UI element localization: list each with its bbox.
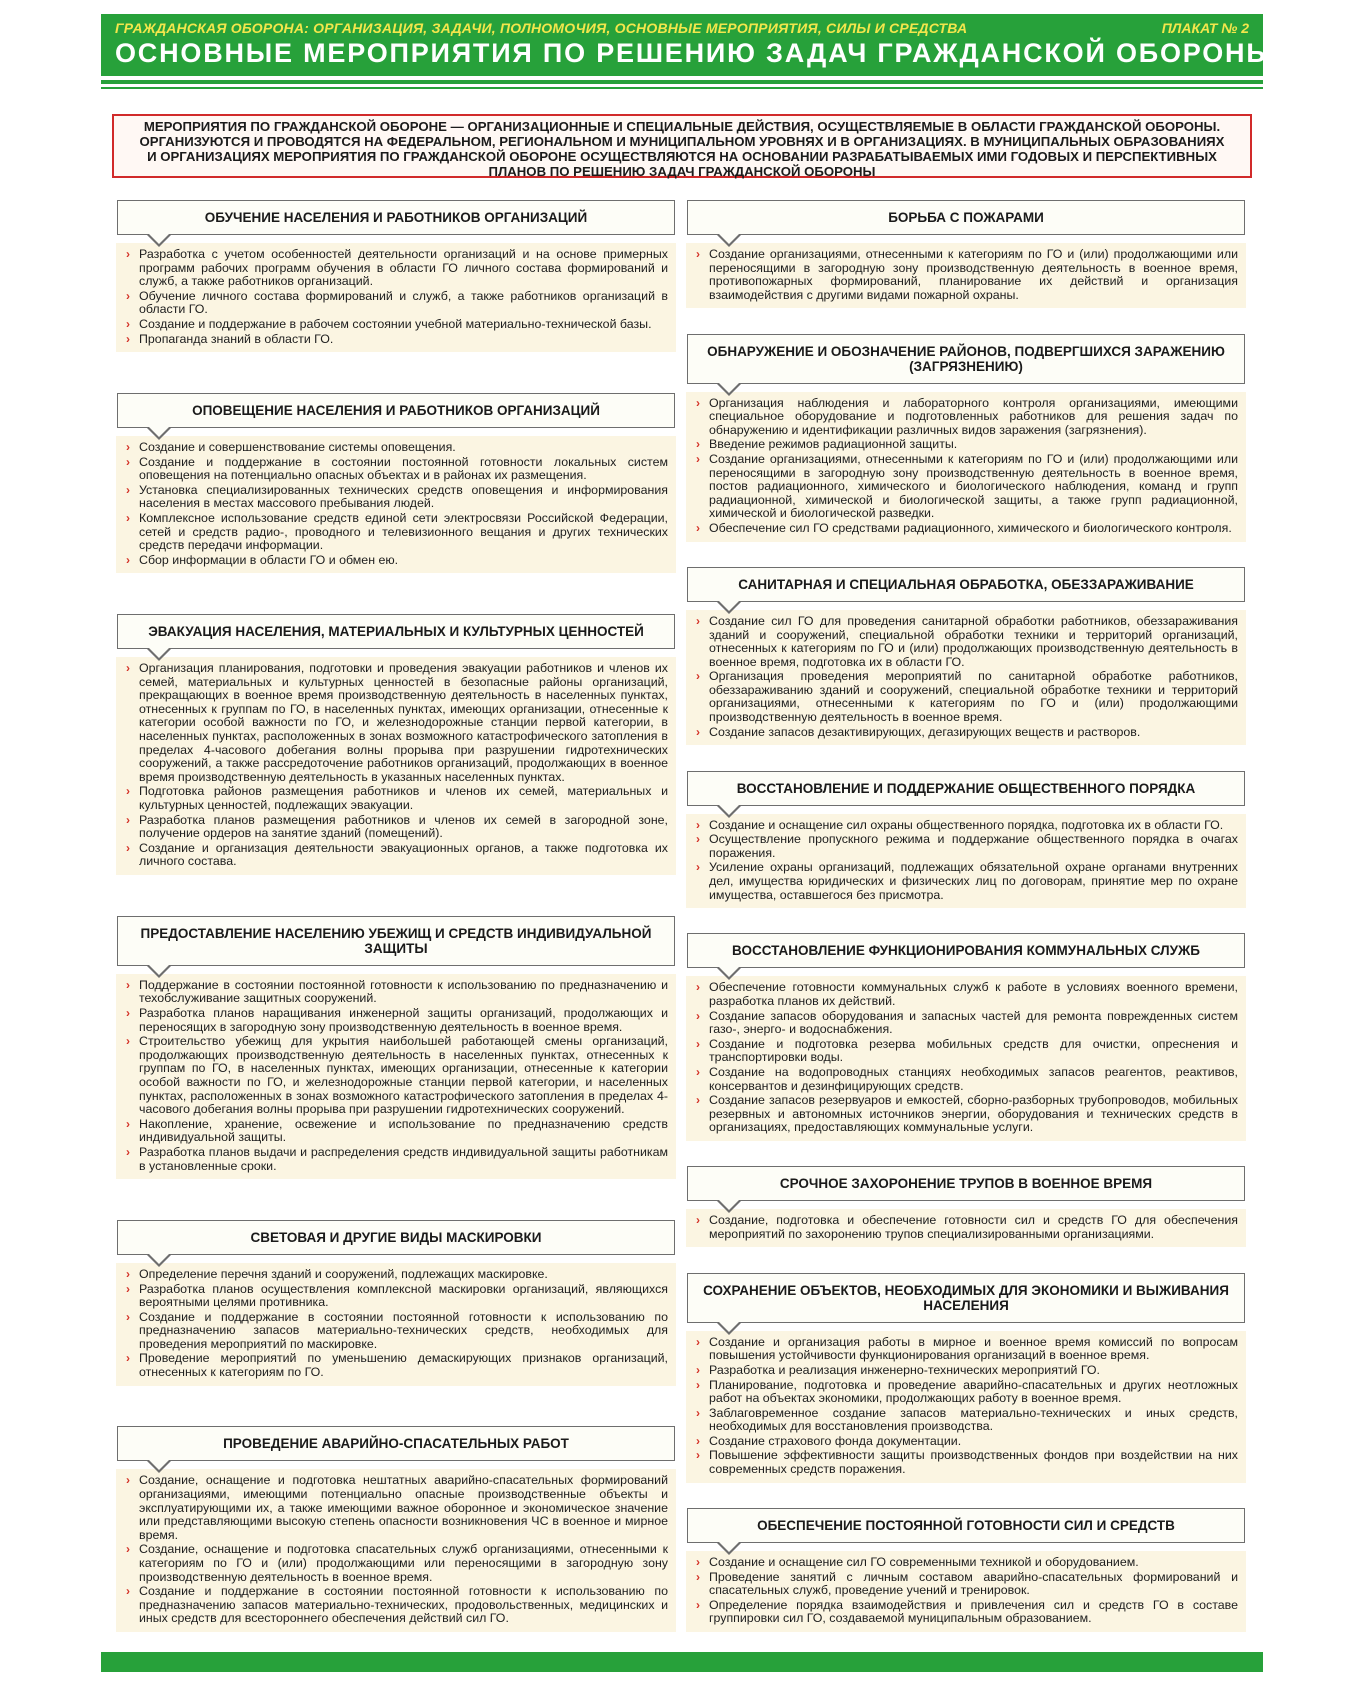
section xyxy=(686,771,1246,909)
callout-pointer-icon xyxy=(716,1542,742,1555)
list-item-text: Создание и поддержание в рабочем состоянии учебной материально-технической базы. xyxy=(139,316,652,331)
section-title xyxy=(687,200,1245,235)
section xyxy=(116,916,676,1179)
left-column xyxy=(116,200,676,1640)
list-item-text: Создание на водопроводных станциях необходимых запасов реагентов, реактивов, консервантов и дезинфицирующих средств. xyxy=(709,1064,1238,1093)
section xyxy=(686,334,1246,542)
arrow-bullet-icon: › xyxy=(126,288,130,303)
section-body xyxy=(686,392,1246,542)
arrow-bullet-icon: › xyxy=(696,1554,700,1569)
section-title-text: ЭВАКУАЦИЯ НАСЕЛЕНИЯ, МАТЕРИАЛЬНЫХ И КУЛЬТУРНЫХ ЦЕННОСТЕЙ xyxy=(148,624,644,640)
list-item xyxy=(126,441,668,455)
list-item-text: Создание и оснащение сил ГО современными техникой и оборудованием. xyxy=(709,1554,1139,1569)
section-body xyxy=(686,1331,1246,1483)
section-title xyxy=(687,567,1245,602)
arrow-bullet-icon: › xyxy=(126,812,130,827)
section-title xyxy=(687,1166,1245,1201)
arrow-bullet-icon: › xyxy=(126,1584,130,1599)
arrow-bullet-icon: › xyxy=(696,1377,700,1392)
section-title xyxy=(687,334,1245,384)
list-item xyxy=(126,1311,668,1352)
arrow-bullet-icon: › xyxy=(126,1034,130,1049)
list-item xyxy=(696,1449,1238,1476)
list-item-text: Сбор информации в области ГО и обмен ею. xyxy=(139,552,399,567)
section-body xyxy=(116,436,676,573)
list-item-text: Создание и поддержание в состоянии постоянной готовности локальных систем оповещения на потенциально опасных объектах и в районах их размещения. xyxy=(139,454,668,483)
list-item-text: Накопление, хранение, освежение и использование по предназначению средств индивидуальной защиты. xyxy=(139,1116,668,1145)
section xyxy=(686,1508,1246,1632)
list-item-text: Создание страхового фонда документации. xyxy=(709,1433,962,1448)
list-item-text: Создание, оснащение и подготовка спасательных служб организациями, отнесенными к категориям по ГО и (или) продолжающими или переносящими в загородную зону производственную деятельность в военное время. xyxy=(139,1542,668,1584)
callout-pointer-icon xyxy=(716,805,742,818)
list-item xyxy=(126,1007,668,1034)
list-item xyxy=(696,1094,1238,1135)
section-body xyxy=(686,976,1246,1141)
list-item xyxy=(126,1268,668,1282)
list-item xyxy=(696,248,1238,302)
list-item-text: Комплексное использование средств единой сети электросвязи Российской Федерации, сетей и средств радио-, проводного и телевизионного вещания и других технических средств передачи информации. xyxy=(139,510,668,553)
section-title-text: ОБУЧЕНИЕ НАСЕЛЕНИЯ И РАБОТНИКОВ ОРГАНИЗАЦИЙ xyxy=(204,210,588,225)
list-item xyxy=(696,1571,1238,1598)
arrow-bullet-icon: › xyxy=(696,1362,700,1377)
intro-definition: МЕРОПРИЯТИЯ ПО ГРАЖДАНСКОЙ ОБОРОНЕ — ОРГАНИЗАЦИОННЫЕ И СПЕЦИАЛЬНЫЕ ДЕЙСТВИЯ, ОСУЩЕСТВЛЯЕМЫЕ В ОБЛАСТИ ГРАЖДАНСКОЙ ОБОРОНЫ. ОРГАНИЗУЮТСЯ И ПРОВОДЯТСЯ НА ФЕДЕРАЛЬНОМ, РЕГИОНАЛЬНОМ И МУНИЦИПАЛЬНОМ УРОВНЯХ И В ОРГАНИЗАЦИЯХ. В МУНИЦИПАЛЬНЫХ ОБРАЗОВАНИЯХ И ОРГАНИЗАЦИЯХ МЕРОПРИЯТИЯ ПО ГРАЖДАНСКОЙ ОБОРОНЕ ОСУЩЕСТВЛЯЮТСЯ НА ОСНОВАНИИ РАЗРАБАТЫВАЕМЫХ ИМИ ГОДОВЫХ И ПЕРСПЕКТИВНЫХ ПЛАНОВ ПО РЕШЕНИЮ ЗАДАЧ ГРАЖДАНСКОЙ ОБОРОНЫ xyxy=(112,114,1252,178)
arrow-bullet-icon: › xyxy=(696,613,700,628)
arrow-bullet-icon: › xyxy=(126,482,130,497)
section-title xyxy=(117,614,675,649)
list-item xyxy=(696,453,1238,521)
list-item xyxy=(126,290,668,317)
arrow-bullet-icon: › xyxy=(126,316,130,331)
poster-subtitle: ГРАЖДАНСКАЯ ОБОРОНА: ОРГАНИЗАЦИЯ, ЗАДАЧИ, ПОЛНОМОЧИЯ, ОСНОВНЫЕ МЕРОПРИЯТИЯ, СИЛЫ И СРЕДСТВА xyxy=(115,20,968,36)
list-item-text: Создание сил ГО для проведения санитарной обработки работников, обеззараживания зданий и сооружений, специальной обработки техники и территорий организаций, отнесенных к категориям по ГО и (или) продолжающих производственную деятельность в военное время, подготовка их в области ГО. xyxy=(709,613,1238,669)
arrow-bullet-icon: › xyxy=(126,1473,130,1488)
section-body xyxy=(686,243,1246,308)
poster-header xyxy=(101,14,1275,76)
arrow-bullet-icon: › xyxy=(696,669,700,684)
section-title-text: ПРЕДОСТАВЛЕНИЕ НАСЕЛЕНИЮ УБЕЖИЩ И СРЕДСТВ ИНДИВИДУАЛЬНОЙ ЗАЩИТЫ xyxy=(140,925,652,956)
list-item xyxy=(696,819,1238,833)
list-item-text: Обучение личного состава формирований и служб, а также работников организаций в области ГО. xyxy=(139,288,668,317)
list-item-text: Повышение эффективности защиты производственных фондов при воздействии на них современных средств поражения. xyxy=(709,1448,1238,1477)
list-item-text: Определение порядка взаимодействия и привлечения сил и средств ГО в составе группировки сил ГО, создаваемой муниципальным образованием. xyxy=(709,1597,1238,1626)
list-item xyxy=(696,1010,1238,1037)
arrow-bullet-icon: › xyxy=(696,1064,700,1079)
list-item xyxy=(696,1435,1238,1449)
arrow-bullet-icon: › xyxy=(696,724,700,739)
section-body xyxy=(116,243,676,352)
arrow-bullet-icon: › xyxy=(126,1309,130,1324)
arrow-bullet-icon: › xyxy=(126,454,130,469)
callout-pointer-icon xyxy=(146,1254,172,1267)
list-item xyxy=(126,318,668,332)
list-item xyxy=(696,726,1238,740)
list-item-text: Установка специализированных технических средств оповещения и информирования населения в местах массового пребывания людей. xyxy=(139,482,668,511)
list-item-text: Разработка планов осуществления комплексной маскировки организаций, являющихся вероятными целями противника. xyxy=(139,1281,668,1310)
callout-pointer-icon xyxy=(146,965,172,978)
list-item xyxy=(696,981,1238,1008)
list-item xyxy=(696,1599,1238,1626)
section-body xyxy=(116,1263,676,1386)
arrow-bullet-icon: › xyxy=(696,980,700,995)
arrow-bullet-icon: › xyxy=(696,1334,700,1349)
list-item xyxy=(126,1035,668,1117)
list-item-text: Введение режимов радиационной защиты. xyxy=(709,437,958,452)
list-item xyxy=(696,1556,1238,1570)
section xyxy=(116,200,676,352)
list-item xyxy=(696,833,1238,860)
list-item xyxy=(126,456,668,483)
list-item-text: Разработка планов размещения работников и членов их семей в загородной зоне, получение ордеров на занятие зданий (помещений). xyxy=(139,812,668,841)
arrow-bullet-icon: › xyxy=(126,331,130,346)
arrow-bullet-icon: › xyxy=(696,860,700,875)
arrow-bullet-icon: › xyxy=(126,1116,130,1131)
arrow-bullet-icon: › xyxy=(696,817,700,832)
arrow-bullet-icon: › xyxy=(696,1597,700,1612)
list-item xyxy=(696,1066,1238,1093)
list-item xyxy=(696,1407,1238,1434)
list-item-text: Обеспечение сил ГО средствами радиационного, химического и биологического контроля. xyxy=(709,521,1232,536)
list-item-text: Создание и совершенствование системы оповещения. xyxy=(139,439,456,454)
section-title-text: САНИТАРНАЯ И СПЕЦИАЛЬНАЯ ОБРАБОТКА, ОБЕЗЗАРАЖИВАНИЕ xyxy=(738,576,1194,592)
arrow-bullet-icon: › xyxy=(126,1281,130,1296)
list-item xyxy=(126,248,668,289)
poster-number: ПЛАКАТ № 2 xyxy=(1161,20,1249,36)
callout-pointer-icon xyxy=(146,234,172,247)
section-title xyxy=(687,1508,1245,1543)
section-title xyxy=(117,393,675,428)
list-item-text: Создание и подготовка резерва мобильных средств для очистки, опреснения и транспортировки воды. xyxy=(709,1036,1238,1065)
arrow-bullet-icon: › xyxy=(696,1448,700,1463)
arrow-bullet-icon: › xyxy=(126,1351,130,1366)
section-body xyxy=(686,1209,1246,1247)
list-item xyxy=(696,1364,1238,1378)
list-item-text: Подготовка районов размещения работников и членов их семей, материальных и культурных ценностей, подлежащих эвакуации. xyxy=(139,784,668,813)
callout-pointer-icon xyxy=(146,1460,172,1473)
list-item xyxy=(126,484,668,511)
list-item-text: Создание организациями, отнесенными к категориям по ГО и (или) продолжающими или переносящими в загородную зону производственную деятельность в военное время, противопожарных формирований, планирование их действий и организация взаимодействия с другими видами пожарной охраны. xyxy=(709,247,1238,302)
arrow-bullet-icon: › xyxy=(126,247,130,261)
list-item xyxy=(126,1585,668,1626)
arrow-bullet-icon: › xyxy=(126,552,130,567)
list-item-text: Организация планирования, подготовки и проведения эвакуации работников и членов их семей, материальных и культурных ценностей в безопасные районы организаций, прекращающих в военное время производственную деятельность в населенных пунктах, отнесенных к группам по ГО, в населенных пунктах, имеющих организации, отнесенные к категории особой важности по ГО, и железнодорожные станции первой категории, в населенных пунктах, расположенных в зонах возможного катастрофического затопления в пределах 4-часового добегания волны прорыва при разрушении гидротехнических сооружений, а также рассредоточение работников организаций, продолжающих в военное время производственную деятельность в указанных населенных пунктах. xyxy=(139,661,668,784)
list-item xyxy=(126,842,668,869)
section xyxy=(686,933,1246,1141)
section-body xyxy=(116,1469,676,1632)
section xyxy=(686,1166,1246,1247)
list-item-text: Определение перечня зданий и сооружений, подлежащих маскировке. xyxy=(139,1266,548,1281)
section-body xyxy=(116,974,676,1179)
list-item-text: Создание запасов дезактивирующих, дегазирующих веществ и растворов. xyxy=(709,724,1141,739)
callout-pointer-icon xyxy=(716,1200,742,1213)
section-title-text: СВЕТОВАЯ И ДРУГИЕ ВИДЫ МАСКИРОВКИ xyxy=(250,1229,542,1245)
poster-footer xyxy=(101,1652,1263,1672)
arrow-bullet-icon: › xyxy=(696,247,700,261)
section-title-text: СОХРАНЕНИЕ ОБЪЕКТОВ, НЕОБХОДИМЫХ ДЛЯ ЭКОНОМИКИ И ВЫЖИВАНИЯ НАСЕЛЕНИЯ xyxy=(703,1282,1229,1313)
list-item-text: Пропаганда знаний в области ГО. xyxy=(139,331,334,346)
list-item xyxy=(696,615,1238,669)
arrow-bullet-icon: › xyxy=(126,1144,130,1159)
section-title xyxy=(117,916,675,966)
list-item xyxy=(126,512,668,553)
list-item xyxy=(696,861,1238,902)
arrow-bullet-icon: › xyxy=(696,1405,700,1420)
list-item-text: Проведение занятий с личным составом аварийно-спасательных формирований и спасательных служб, проведение учений и тренировок. xyxy=(709,1569,1238,1598)
arrow-bullet-icon: › xyxy=(696,437,700,452)
list-item-text: Обеспечение готовности коммунальных служб к работе в условиях военного времени, разработка планов их действий. xyxy=(709,980,1238,1008)
arrow-bullet-icon: › xyxy=(696,395,700,410)
list-item xyxy=(696,1038,1238,1065)
list-item-text: Создание и поддержание в состоянии постоянной готовности к использованию по предназначению запасов материально-технических, продовольственных, медицинских и иных средств для всестороннего обеспечения действий сил ГО. xyxy=(139,1584,668,1626)
list-item xyxy=(126,1352,668,1379)
list-item-text: Заблаговременное создание запасов материально-технических и иных средств, необходимых для восстановления производства. xyxy=(709,1405,1238,1434)
section xyxy=(686,200,1246,308)
arrow-bullet-icon: › xyxy=(126,1266,130,1281)
list-item-text: Поддержание в состоянии постоянной готовности к использованию по предназначению и техобслуживание защитных сооружений. xyxy=(139,977,668,1006)
list-item xyxy=(126,554,668,568)
list-item-text: Создание, оснащение и подготовка нештатных аварийно-спасательных формирований организациями, имеющими потенциально опасные производственные объекты и эксплуатирующими их, а также имеющими важное оборонное и экономическое значение или представляющими высокую степень опасности возникновения ЧС в военное и мирное время. xyxy=(139,1473,668,1542)
section-title-text: ОПОВЕЩЕНИЕ НАСЕЛЕНИЯ И РАБОТНИКОВ ОРГАНИЗАЦИЙ xyxy=(192,402,600,418)
arrow-bullet-icon: › xyxy=(696,1433,700,1448)
section-title-text: ОБНАРУЖЕНИЕ И ОБОЗНАЧЕНИЕ РАЙОНОВ, ПОДВЕРГШИХСЯ ЗАРАЖЕНИЮ (ЗАГРЯЗНЕНИЮ) xyxy=(707,343,1225,374)
right-column xyxy=(686,200,1246,1640)
arrow-bullet-icon: › xyxy=(696,1008,700,1023)
callout-pointer-icon xyxy=(716,967,742,980)
section-body xyxy=(686,610,1246,745)
section-title-text: БОРЬБА С ПОЖАРАМИ xyxy=(888,210,1044,225)
list-item-text: Создание, подготовка и обеспечение готовности сил и средств ГО для обеспечения мероприятий по захоронению трупов специализированными организациями. xyxy=(709,1213,1238,1241)
callout-pointer-icon xyxy=(716,383,742,396)
list-item-text: Строительство убежищ для укрытия наибольшей работающей смены организаций, продолжающих производственную деятельность в населенных пунктах, отнесенных к группам по ГО, в населенных пунктах, имеющих организации, отнесенные к категории особой важности по ГО, и железнодорожные станции первой категории, и населенных пунктах, расположенных в зонах возможного катастрофического затопления в пределах 4-часового добегания волны прорыва при разрушении гидротехнических сооружений. xyxy=(139,1034,668,1117)
list-item-text: Проведение мероприятий по уменьшению демаскирующих признаков организаций, отнесенных к категориям по ГО. xyxy=(139,1351,668,1380)
list-item-text: Создание и организация деятельности эвакуационных органов, а также подготовка их личного состава. xyxy=(139,840,668,869)
list-item xyxy=(696,522,1238,536)
callout-pointer-icon xyxy=(146,648,172,661)
callout-pointer-icon xyxy=(716,601,742,614)
list-item-text: Создание и организация работы в мирное и военное время комиссий по вопросам повышения устойчивости функционирования организаций в военное время. xyxy=(709,1334,1238,1363)
list-item-text: Создание организациями, отнесенными к категориям по ГО и (или) продолжающими или переносящими в загородную зону производственную деятельность в военное время, постов радиационного, химического и биологического наблюдения, команд и групп радиационной, химической и биологической защиты, а также групп радиационной, химической и биологической разведки. xyxy=(709,452,1238,521)
section xyxy=(116,1220,676,1386)
section xyxy=(686,567,1246,745)
arrow-bullet-icon: › xyxy=(696,452,700,467)
section-body xyxy=(686,1551,1246,1632)
section-title-text: СРОЧНОЕ ЗАХОРОНЕНИЕ ТРУПОВ В ВОЕННОЕ ВРЕМЯ xyxy=(779,1176,1153,1192)
poster-title: ОСНОВНЫЕ МЕРОПРИЯТИЯ ПО РЕШЕНИЮ ЗАДАЧ ГРАЖДАНСКОЙ ОБОРОНЫ xyxy=(115,38,1275,68)
list-item-text: Разработка планов выдачи и распределения средств индивидуальной защиты работникам в установленные сроки. xyxy=(139,1144,668,1173)
list-item xyxy=(126,1146,668,1173)
list-item-text: Разработка планов наращивания инженерной защиты организаций, продолжающих и переносящих в загородную зону производственную деятельность в военное время. xyxy=(139,1005,668,1034)
section xyxy=(686,1273,1246,1483)
callout-pointer-icon xyxy=(716,234,742,247)
list-item xyxy=(126,662,668,784)
list-item xyxy=(696,1214,1238,1241)
arrow-bullet-icon: › xyxy=(696,1213,700,1228)
list-item xyxy=(126,1474,668,1542)
arrow-bullet-icon: › xyxy=(126,510,130,525)
list-item xyxy=(126,333,668,347)
list-item-text: Создание и оснащение сил охраны общественного порядка, подготовка их в области ГО. xyxy=(709,817,1224,832)
section xyxy=(116,393,676,573)
list-item xyxy=(126,1283,668,1310)
section xyxy=(116,1426,676,1632)
arrow-bullet-icon: › xyxy=(126,1542,130,1557)
list-item-text: Планирование, подготовка и проведение аварийно-спасательных и других неотложных работ на объектах экономики, продолжающих работу в военное время. xyxy=(709,1377,1238,1406)
list-item-text: Создание запасов резервуаров и емкостей, сборно-разборных трубопроводов, мобильных резервных и автономных источников энергии, оборудования и технических средств в организациях, предоставляющих коммунальные услуги. xyxy=(709,1093,1238,1135)
header-stripe-2 xyxy=(101,87,1263,89)
arrow-bullet-icon: › xyxy=(696,521,700,536)
list-item-text: Организация наблюдения и лабораторного контроля организациями, имеющими специальное оборудование и подготовленных работников для решения задач по обнаружению и идентификации различных видов заражения (загрязнения). xyxy=(709,395,1238,437)
section-title xyxy=(687,771,1245,806)
section-title-text: ПРОВЕДЕНИЕ АВАРИЙНО-СПАСАТЕЛЬНЫХ РАБОТ xyxy=(223,1436,569,1452)
arrow-bullet-icon: › xyxy=(696,1569,700,1584)
section-title-text: ВОССТАНОВЛЕНИЕ ФУНКЦИОНИРОВАНИЯ КОММУНАЛЬНЫХ СЛУЖБ xyxy=(732,943,1200,959)
arrow-bullet-icon: › xyxy=(126,977,130,992)
list-item xyxy=(696,1336,1238,1363)
list-item xyxy=(126,1543,668,1584)
list-item-text: Создание запасов оборудования и запасных частей для ремонта поврежденных систем газо-, энерго- и водоснабжения. xyxy=(709,1008,1238,1037)
arrow-bullet-icon: › xyxy=(126,661,130,676)
list-item-text: Усиление охраны организаций, подлежащих обязательной охране органами внутренних дел, имущества юридических и физических лиц по договорам, принятие мер по охране имущества, оставшегося без присмотра. xyxy=(709,860,1238,902)
list-item-text: Разработка и реализация инженерно-технических мероприятий ГО. xyxy=(709,1362,1100,1377)
arrow-bullet-icon: › xyxy=(696,1093,700,1108)
section-body xyxy=(116,657,676,875)
list-item xyxy=(696,670,1238,724)
section xyxy=(116,614,676,875)
list-item xyxy=(126,814,668,841)
section-body xyxy=(686,814,1246,909)
arrow-bullet-icon: › xyxy=(126,784,130,799)
list-item xyxy=(696,1379,1238,1406)
list-item xyxy=(126,1118,668,1145)
list-item-text: Организация проведения мероприятий по санитарной обработке работников, обеззараживанию зданий и сооружений, специальной обработке техники и территорий организациями, отнесенными к категориям по ГО и (или) продолжающими производственную деятельность в военное время. xyxy=(709,669,1238,725)
arrow-bullet-icon: › xyxy=(126,1005,130,1020)
arrow-bullet-icon: › xyxy=(696,832,700,847)
list-item xyxy=(126,785,668,812)
section-title-text: ОБЕСПЕЧЕНИЕ ПОСТОЯННОЙ ГОТОВНОСТИ СИЛ И СРЕДСТВ xyxy=(757,1517,1175,1533)
arrow-bullet-icon: › xyxy=(126,439,130,454)
section-title xyxy=(687,1273,1245,1323)
list-item-text: Осуществление пропускного режима и поддержание общественного порядка в очагах поражения. xyxy=(709,832,1238,860)
arrow-bullet-icon: › xyxy=(696,1036,700,1051)
section-title xyxy=(687,933,1245,968)
section-title-text: ВОССТАНОВЛЕНИЕ И ПОДДЕРЖАНИЕ ОБЩЕСТВЕННОГО ПОРЯДКА xyxy=(736,780,1196,796)
list-item-text: Создание и поддержание в состоянии постоянной готовности к использованию по предназначению запасов материально-технических средств, необходимых для проведения мероприятий по маскировке. xyxy=(139,1309,668,1351)
list-item-text: Разработка с учетом особенностей деятельности организаций и на основе примерных программ рабочих программ обучения в области ГО личного состава формирований и служб, а также работников организаций. xyxy=(139,247,668,289)
section-title xyxy=(117,200,675,235)
callout-pointer-icon xyxy=(716,1322,742,1335)
section-title xyxy=(117,1220,675,1255)
section-title xyxy=(117,1426,675,1461)
header-stripe-1 xyxy=(101,80,1263,84)
list-item xyxy=(696,438,1238,452)
list-item xyxy=(696,397,1238,438)
arrow-bullet-icon: › xyxy=(126,840,130,855)
callout-pointer-icon xyxy=(146,427,172,440)
list-item xyxy=(126,979,668,1006)
